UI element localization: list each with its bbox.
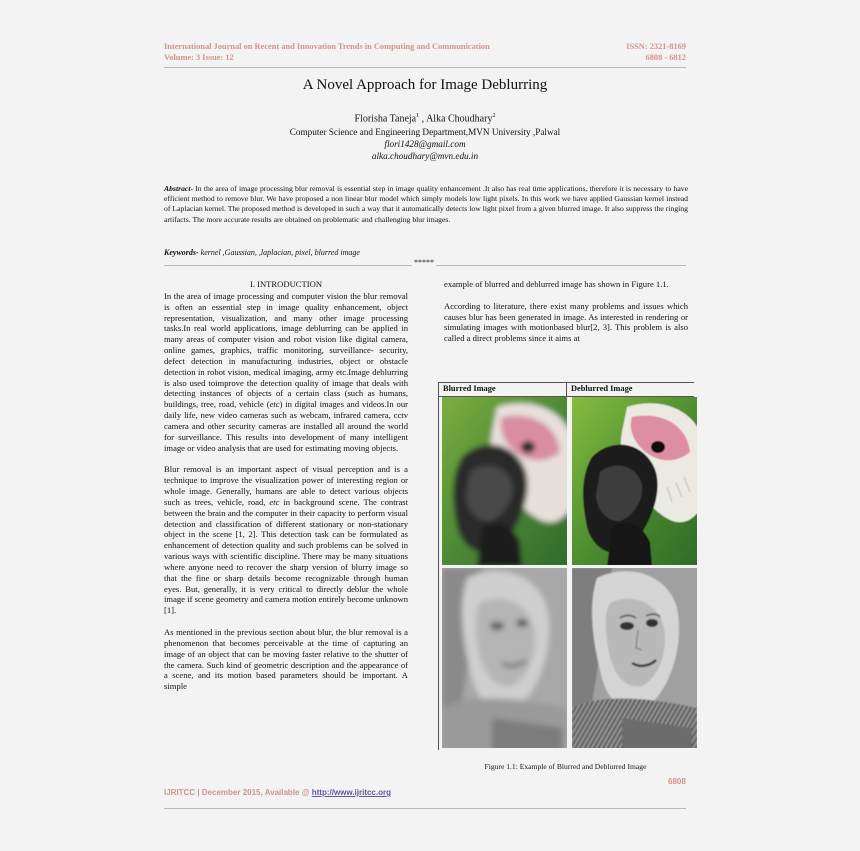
intro-paragraph-1: In the area of image processing and computer vision the blur removal is often an essential step in image quality enhancement, object representation, visualization, and many other image processing tasks.In real world applications, image deblurring can be applied in many areas of computer vision and robot vision like digital camera, online games, graphics, traffic monitoring, surveillance- security, defect detection in manufacturing industries, object or obstacle detection in robot vision, medical imaging, army etc.Image deblurring is also used toimprove the detection quality of image that deals with detecting instances of objects of a certain class (such as humans, buildings, tree, road, vehicle (etc) in digital images and videos.In our daily life, new video cameras such as webcam, infrared camera, cctv camera and other security cameras are installed all around the world for surveillance. This results into development of many intelligent image or video analysis that are used for estimating moving objects. bbox=[164, 290, 408, 453]
author-2: Alka Choudhary bbox=[426, 113, 493, 125]
author-separator: , bbox=[419, 113, 427, 125]
header-rule bbox=[164, 67, 686, 68]
figure-header bbox=[439, 382, 694, 397]
figure-1-1 bbox=[438, 382, 694, 750]
figure-caption: Figure 1.1: Example of Blurred and Deblurred Image bbox=[484, 762, 647, 771]
abstract-label: Abstract- bbox=[164, 184, 194, 193]
figure-col-deblurred: Deblurred Image bbox=[571, 384, 633, 393]
footer-text: IJRITCC | December 2015, Available @ bbox=[164, 788, 312, 797]
right-column bbox=[444, 279, 688, 355]
right-paragraph-2: According to literature, there exist many problems and issues which causes blur has been generated in image. As interested in rendering or simulating images with motionbased blur[2, 3]. This problem is also called a direct problems since it aims at bbox=[444, 300, 688, 344]
footer bbox=[164, 788, 391, 797]
keywords-text: kernel ,Gaussian, ,laplacian, pixel, blurred image bbox=[198, 248, 360, 257]
parrot-deblurred-image bbox=[572, 397, 697, 565]
author-1: Florisha Taneja bbox=[354, 113, 417, 125]
abstract-text: In the area of image processing blur removal is essential step in image quality enhancement .It also has real time applications, therefore it is necessary to have efficient method to remove blur. We have proposed a non linear blur model which simply models low light pixels. In this work we have applied Gaussian kernel instead of Laplacian kernel. The proposed method is developed in such a way that it automatically detects low light pixel from a given blurred image. It also suppress the ringing artifacts. The more accurate results are obtained on problematic and challenging blur images. bbox=[164, 184, 688, 224]
page-number: 6808 bbox=[668, 777, 686, 786]
keywords bbox=[164, 248, 360, 257]
footer-link[interactable]: http://www.ijritcc.org bbox=[311, 788, 391, 797]
abstract bbox=[164, 184, 688, 225]
parrot-blurred-image bbox=[442, 397, 567, 565]
paper-title: A Novel Approach for Image Deblurring bbox=[302, 77, 548, 93]
section-heading: I. INTRODUCTION bbox=[249, 279, 323, 289]
figure-header-divider bbox=[566, 383, 567, 396]
intro-paragraph-2: Blur removal is an important aspect of visual perception and is a technique to improve the visualization power of interesting region or whole image. Generally, humans are able to detect various objects such as trees, vehicle, road, etc in background scene. The contrast between the brain and the computer in their capacity to perform visual detection and classification of different stationary or non-stationary object in the scene [1, 2]. This detection task can be formulated as enhancement of detection quality and such problems can be solved in various ways with scientific discipline. There may be many situations where anyone need to recover the sharp version of blurry image so that the fine or sharp details become recognizable through human eyes. But, generally, it is very critical to directly deblur the whole image if scene geometry and camera motion entirely become unknown [1]. bbox=[164, 464, 408, 616]
portrait-deblurred-image bbox=[572, 568, 697, 748]
authors bbox=[164, 110, 686, 125]
portrait-blurred-image bbox=[442, 568, 567, 748]
author-1-sup: 1 bbox=[416, 113, 420, 119]
footer-rule bbox=[164, 808, 686, 809]
right-paragraph-1: example of blurred and deblurred image has shown in Figure 1.1. bbox=[444, 279, 669, 289]
keywords-label: Keywords- bbox=[164, 248, 199, 257]
page-range: 6808 - 6812 bbox=[645, 53, 686, 62]
figure-col-blurred: Blurred Image bbox=[443, 384, 496, 393]
volume-issue: Volume: 3 Issue: 12 bbox=[164, 53, 234, 62]
affiliation: Computer Science and Engineering Department,MVN University ,Palwal bbox=[289, 127, 561, 137]
email-2: alka.choudhary@mvn.edu.in bbox=[371, 151, 479, 161]
issn: ISSN: 2321-8169 bbox=[626, 42, 686, 51]
email-1: flori1428@gmail.com bbox=[384, 139, 466, 149]
separator-stars: ***** bbox=[414, 258, 434, 267]
author-2-sup: 2 bbox=[492, 113, 496, 119]
left-column bbox=[164, 279, 408, 703]
intro-paragraph-3: As mentioned in the previous section about blur, the blur removal is a phenomenon that becomes perceivable at the time of capturing an image of an object that can be moving faster relative to the shutter of the camera. Such kind of geometric description and the appearance of a scene, and its motion based parameters should be important. A simple bbox=[164, 627, 408, 692]
journal-name: International Journal on Recent and Innovation Trends in Computing and Communication bbox=[164, 42, 490, 51]
